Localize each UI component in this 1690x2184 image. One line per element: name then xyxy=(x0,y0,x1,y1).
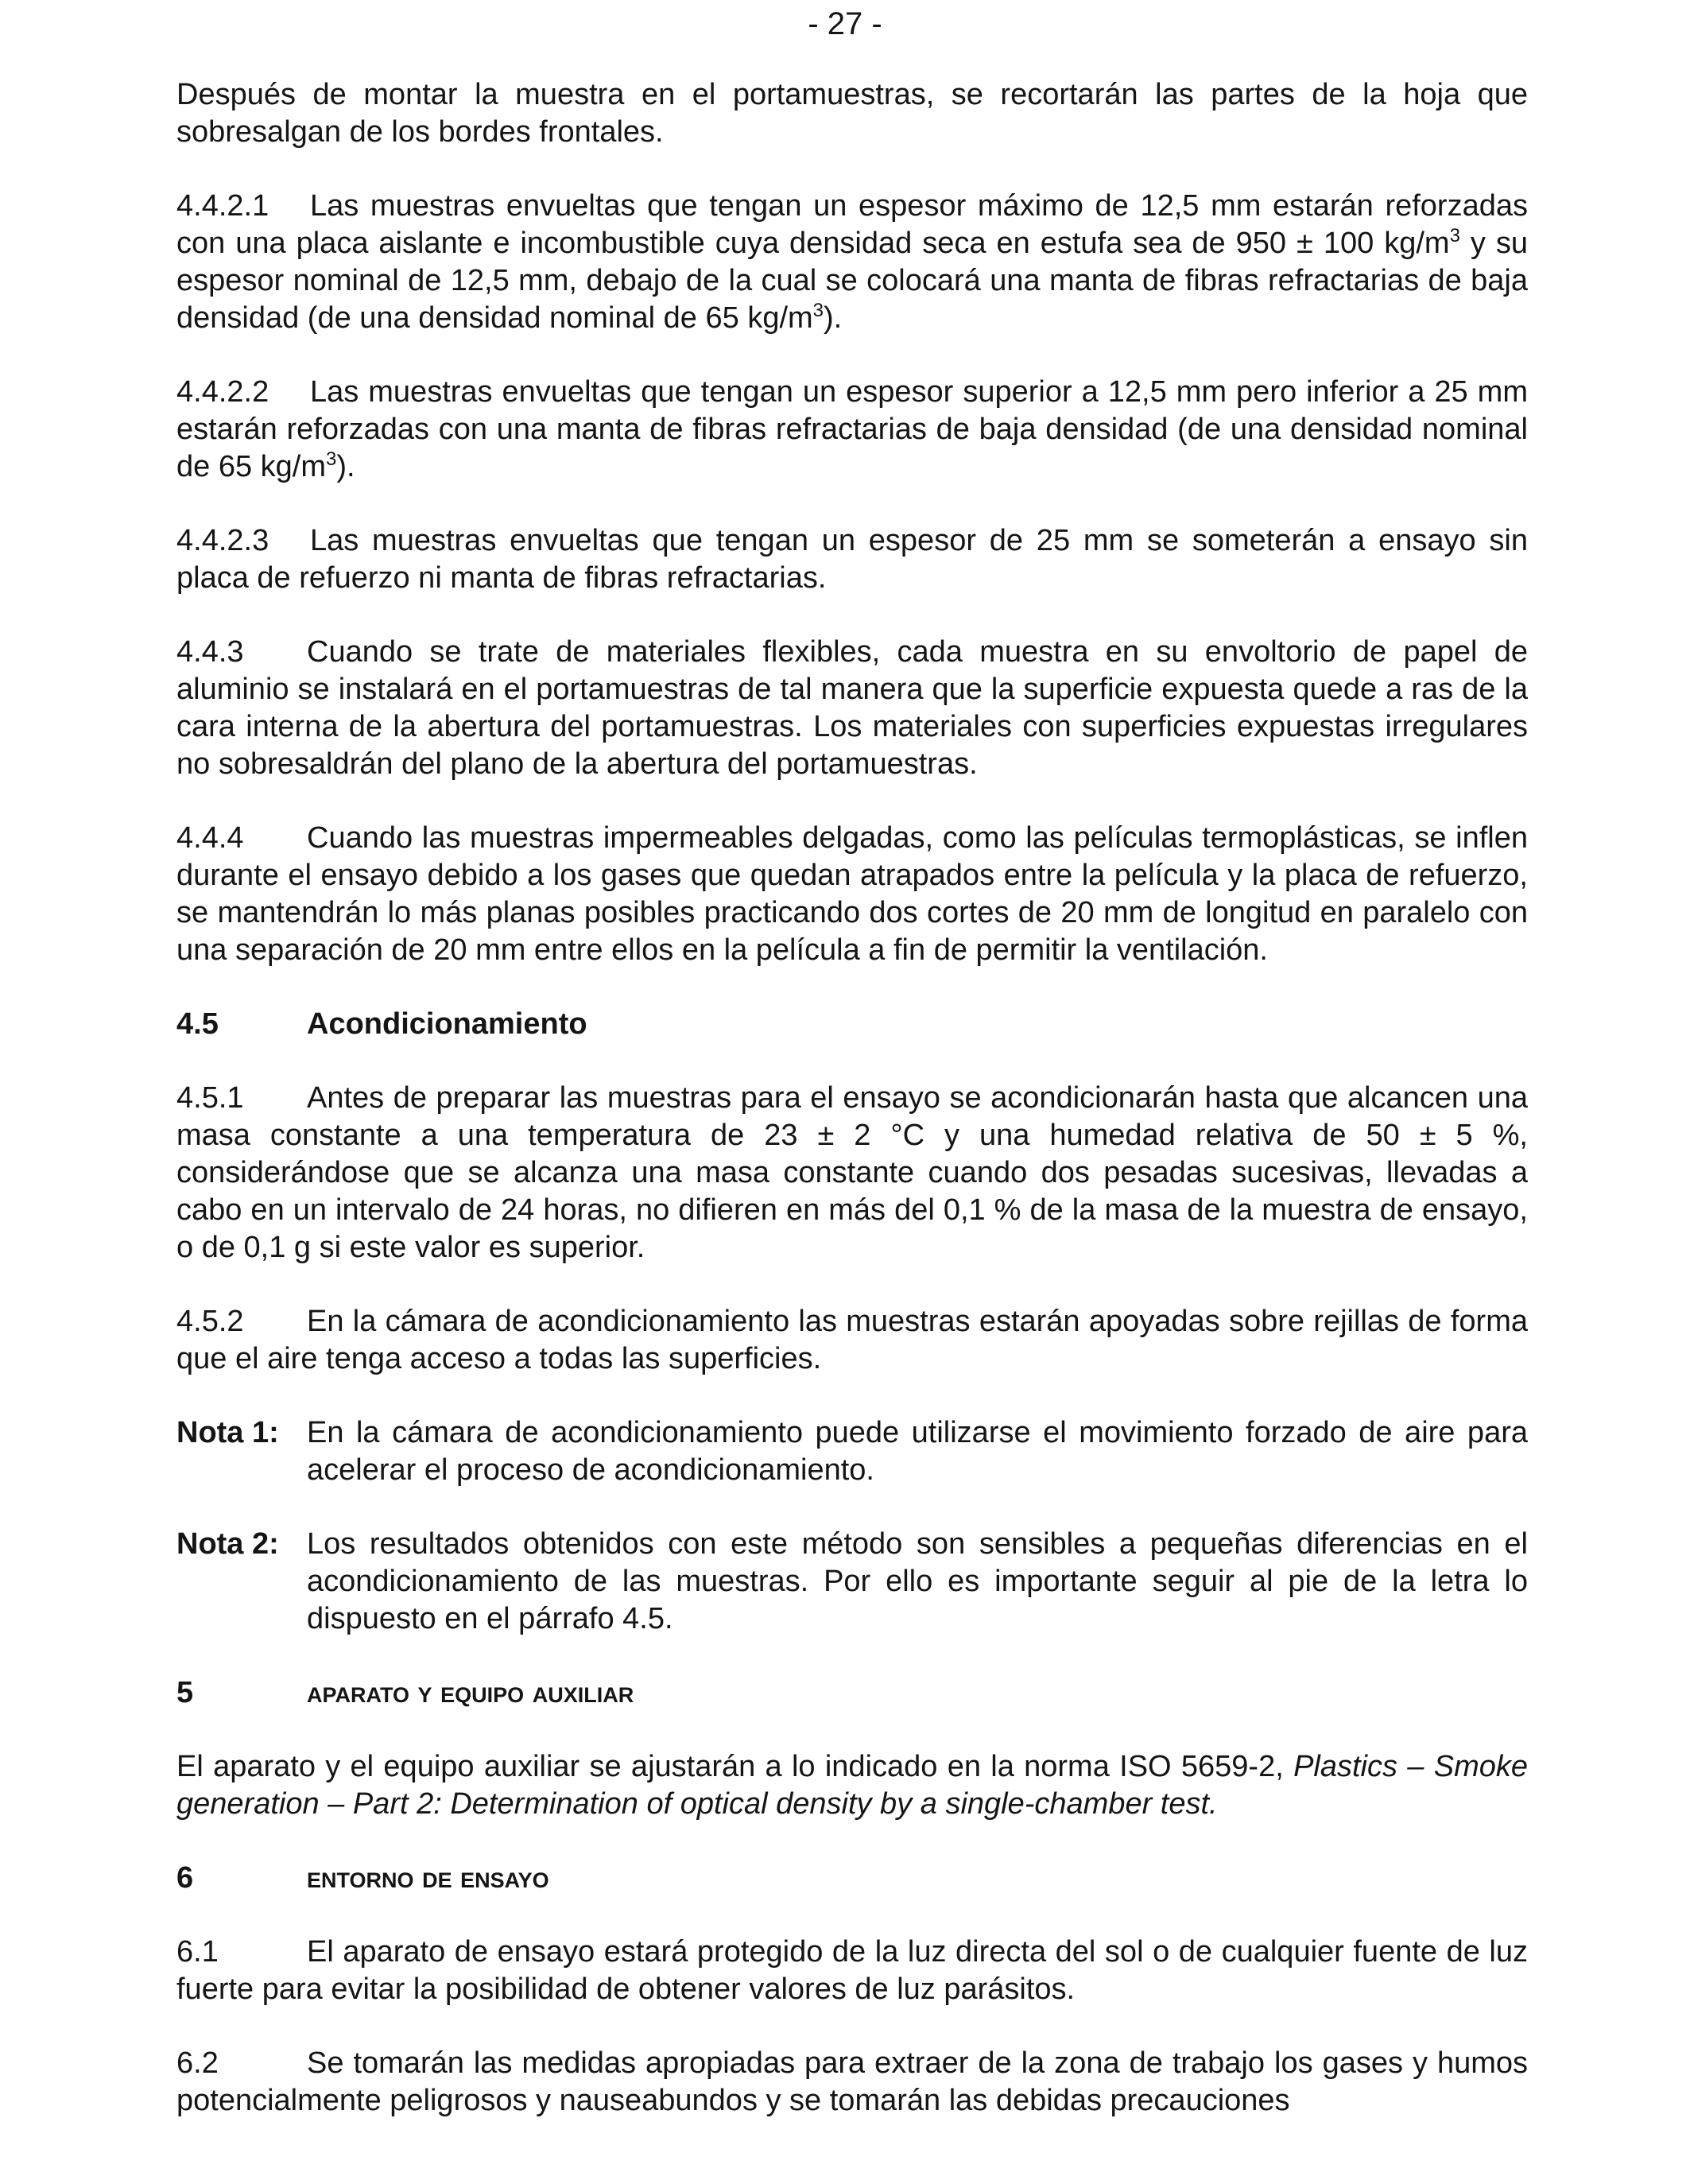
paragraph-number: 4.4.2.3 xyxy=(176,524,269,557)
paragraph-4-5-1 xyxy=(176,1080,1528,1267)
note-text: Los resultados obtenidos con este método son sensibles a pequeñas diferencias en el acondicionamiento de las muestras. Por ello es importante seguir al pie de la letra lo dispuesto en el párrafo 4.5. xyxy=(307,1527,1528,1635)
paragraph-number: 6.2 xyxy=(176,2046,219,2080)
section-title: Acondicionamiento xyxy=(307,1007,587,1041)
superscript: 3 xyxy=(812,300,824,321)
superscript: 3 xyxy=(326,448,337,470)
note-text: En la cámara de acondicionamiento puede utilizarse el movimiento forzado de aire para acelerar el proceso de acondicionamiento. xyxy=(307,1416,1528,1487)
note-2 xyxy=(176,1526,1528,1638)
note-label: Nota 2: xyxy=(176,1527,279,1561)
paragraph-number: 4.4.4 xyxy=(176,821,244,855)
paragraph-4-4-3 xyxy=(176,634,1528,783)
page-number: - 27 - xyxy=(808,6,882,41)
standard-title: Plastics – Smoke generation – Part 2: Determination of optical density by a single-chamber test. xyxy=(176,1750,1528,1821)
paragraph-5 xyxy=(176,1748,1528,1823)
note-1 xyxy=(176,1414,1528,1489)
paragraph-text: Las muestras envueltas que tengan un espesor de 25 mm se someterán a ensayo sin placa de refuerzo ni manta de fibras refractarias. xyxy=(176,524,1528,595)
paragraph-text: Se tomarán las medidas apropiadas para extraer de la zona de trabajo los gases y humos potencialmente peligrosos y nauseabundos y se tomarán las debidas precauciones xyxy=(176,2046,1528,2117)
section-number: 5 xyxy=(176,1676,194,1709)
paragraph-text: El aparato de ensayo estará protegido de la luz directa del sol o de cualquier fuente de luz fuerte para evitar la posibilidad de obtener valores de luz parásitos. xyxy=(176,1935,1528,2006)
section-title: aparato y equipo auxiliar xyxy=(307,1676,634,1709)
paragraph-number: 4.4.2.2 xyxy=(176,375,269,409)
section-number: 6 xyxy=(176,1861,194,1895)
paragraph-text: ). xyxy=(336,450,355,483)
paragraph-4-5-2 xyxy=(176,1303,1528,1378)
page-body xyxy=(176,76,1528,2120)
paragraph-text: Cuando se trate de materiales flexibles, cada muestra en su envoltorio de papel de aluminio se instalará en el portamuestras de tal manera que la superficie expuesta quede a ras de la cara interna de la abertura del portamuestras. Los materiales con superficies expuestas irregulares no sobresaldrán del plano de la abertura del portamuestras. xyxy=(176,635,1528,781)
section-heading-4-5 xyxy=(176,1006,1528,1043)
section-number: 4.5 xyxy=(176,1007,219,1041)
paragraph-number: 4.4.2.1 xyxy=(176,189,269,223)
paragraph-4-4-2-1 xyxy=(176,188,1528,337)
paragraph-text: El aparato y el equipo auxiliar se ajustarán a lo indicado en la norma ISO 5659-2, xyxy=(176,1750,1294,1783)
paragraph-number: 6.1 xyxy=(176,1935,219,1969)
paragraph-number: 4.4.3 xyxy=(176,635,244,669)
paragraph-6-2 xyxy=(176,2045,1528,2120)
paragraph-4-4-2-2 xyxy=(176,374,1528,486)
superscript: 3 xyxy=(1449,225,1460,246)
paragraph-text: Las muestras envueltas que tengan un espesor superior a 12,5 mm pero inferior a 25 mm estarán reforzadas con una manta de fibras refractarias de baja densidad (de una densidad nominal de 65 kg/m xyxy=(176,375,1528,483)
paragraph-text: Antes de preparar las muestras para el ensayo se acondicionarán hasta que alcancen una masa constante a una temperatura de 23 ± 2 °C y una humedad relativa de 50 ± 5 %, considerándose que se alcanza una masa constante cuando dos pesadas sucesivas, llevadas a cabo en un intervalo de 24 horas, no difieren en más del 0,1 % de la masa de la muestra de ensayo, o de 0,1 g si este valor es superior. xyxy=(176,1081,1528,1264)
paragraph-number: 4.5.1 xyxy=(176,1081,244,1115)
paragraph-text: y su espesor nominal de 12,5 mm, debajo de la cual se colocará una manta de fibras refractarias de baja densidad (de una densidad nominal de 65 kg/m xyxy=(176,227,1528,335)
paragraph-4-4-2-3 xyxy=(176,522,1528,597)
paragraph-number: 4.5.2 xyxy=(176,1305,244,1338)
paragraph-4-4-4 xyxy=(176,820,1528,969)
paragraph-6-1 xyxy=(176,1934,1528,2008)
paragraph-intro: Después de montar la muestra en el portamuestras, se recortarán las partes de la hoja que sobresalgan de los bordes frontales. xyxy=(176,78,1528,149)
paragraph-text: Las muestras envueltas que tengan un espesor máximo de 12,5 mm estarán reforzadas con una placa aislante e incombustible cuya densidad seca en estufa sea de 950 ± 100 kg/m xyxy=(176,189,1528,260)
paragraph-text: En la cámara de acondicionamiento las muestras estarán apoyadas sobre rejillas de forma que el aire tenga acceso a todas las superficies. xyxy=(176,1305,1528,1375)
section-title: entorno de ensayo xyxy=(307,1861,549,1895)
note-label: Nota 1: xyxy=(176,1416,279,1449)
paragraph-text: ). xyxy=(824,301,843,335)
section-heading-6 xyxy=(176,1860,1528,1897)
paragraph-text: Cuando las muestras impermeables delgadas, como las películas termoplásticas, se inflen durante el ensayo debido a los gases que quedan atrapados entre la película y la placa de refuerzo, se mantendrán lo más planas posibles practicando dos cortes de 20 mm de longitud en paralelo con una separación de 20 mm entre ellos en la película a fin de permitir la ventilación. xyxy=(176,821,1528,967)
section-heading-5 xyxy=(176,1674,1528,1712)
